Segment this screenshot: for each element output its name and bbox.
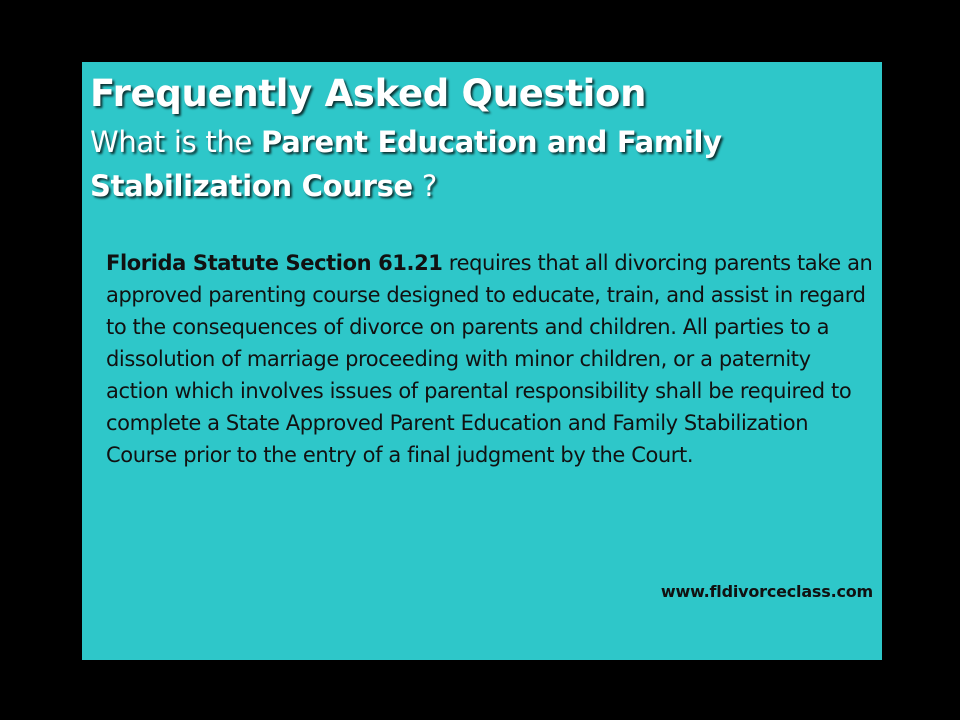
website-url: www.fldivorceclass.com: [660, 582, 873, 601]
slide-panel: [82, 62, 882, 660]
subtitle-prefix: What is the: [90, 125, 262, 159]
statute-reference: Florida Statute Section 61.21: [106, 251, 443, 275]
body-text: requires that all divorcing parents take an approved parenting course designed to educate, train, and assist in regard to the consequences of divorce on parents and children. All parties to a dissolution of marriage proceeding with minor children, or a paternity action which involves issues of parental responsibility shall be required to complete a State Approved Parent Education and Family Stabilization Course prior to the entry of a final judgment by the Court.: [106, 251, 873, 467]
body-paragraph: [106, 247, 876, 471]
subtitle-emphasis: Parent Education and Family Stabilization Course: [90, 125, 722, 203]
slide-title: Frequently Asked Question: [90, 72, 647, 115]
slide-subtitle: [90, 120, 880, 208]
subtitle-suffix: ?: [412, 169, 437, 203]
